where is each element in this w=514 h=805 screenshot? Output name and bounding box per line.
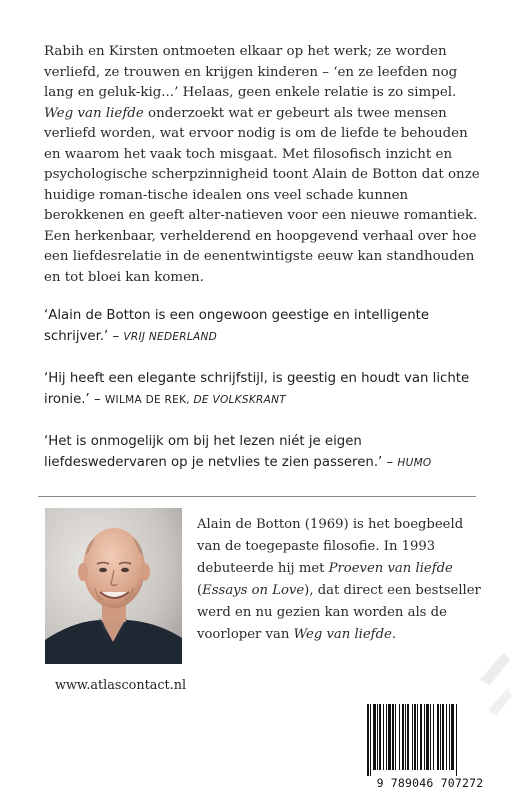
barcode-bar [451, 704, 454, 770]
watermark-fade [470, 640, 514, 800]
author-bio: Alain de Botton (1969) is het boegbeeld van de toegepaste filosofie. In 1993 debuteerde hij met Proeven van liefde (Essays on Love), dat direct een bestseller werd en nu gezien kan worden als de voorloper van Weg van liefde. [197, 517, 481, 642]
barcode-bar [433, 704, 434, 770]
barcode-bar [414, 704, 416, 770]
barcode-bar [449, 704, 450, 770]
barcode-bar [373, 704, 376, 770]
blurb-paragraph-2-text: onderzoekt wat er gebeurt als twee mensen verliefd worden, wat ervoor nodig is om de liefde te behouden en waarom het vaak toch misgaat. Met filosofisch inzicht en psychologische scherpzinnigheid toont Alain de Botton dat onze huidige roman-tische idealen ons veel schade kunnen berokkenen en geeft alter-natieven voor een nieuwe romantiek. [44, 105, 480, 223]
publisher-website[interactable]: www.atlascontact.nl [55, 678, 187, 693]
barcode-bar [405, 704, 406, 770]
barcode-bar [367, 704, 369, 776]
bio-title-2: Essays on Love [202, 583, 305, 598]
barcode-bar [456, 704, 457, 776]
press-quote-3 [44, 431, 484, 474]
barcode-bar [370, 704, 371, 776]
barcode-bar [412, 704, 413, 770]
barcode-bar [437, 704, 439, 770]
author-photo [45, 508, 182, 664]
quote-text: ‘Het is onmogelijk om bij het lezen niét je eigen liefdeswedervaren op je netvlies te zien passeren.’ – [44, 434, 398, 470]
barcode-bar [430, 704, 431, 770]
press-quotes [44, 305, 484, 494]
barcode-bar [395, 704, 396, 770]
barcode-bar [446, 704, 447, 770]
quote-text: ‘Alain de Botton is een ongewoon geestige en intelligente schrijver.’ – [44, 308, 430, 344]
barcode-bar [386, 704, 387, 770]
barcode-bar [424, 704, 425, 770]
book-title: Weg van liefde [44, 105, 144, 121]
barcode-bar [417, 704, 418, 770]
quote-source: WILMA DE REK, DE VOLKSKRANT [104, 394, 286, 406]
barcode-bar [442, 704, 444, 770]
barcode-bar [392, 704, 394, 770]
barcode-bar [388, 704, 391, 770]
divider-top [38, 496, 476, 497]
quote-source: HUMO [397, 457, 432, 469]
blurb-paragraph-2 [44, 104, 480, 227]
barcode-bar [402, 704, 404, 770]
barcode-bar [379, 704, 381, 770]
barcode-bar [426, 704, 429, 770]
barcode-bar [440, 704, 441, 770]
isbn-number: 9 789046 707272 [376, 776, 484, 790]
barcode-bar [399, 704, 400, 770]
quote-text: ‘Hij heeft een elegante schrijfstijl, is geestig en houdt van lichte ironie.’ – [44, 371, 470, 407]
press-quote-2 [44, 368, 484, 411]
blurb-paragraph-3: Een herkenbaar, verhelderend en hoopgevend verhaal over hoe een liefdesrelatie in de eenentwintigste eeuw kan standhouden en tot bloei kan komen. [44, 228, 477, 285]
press-quote-1 [44, 305, 484, 348]
barcode-bar [383, 704, 384, 770]
barcode-bar [377, 704, 378, 770]
blurb [44, 42, 480, 288]
quote-source: VRIJ NEDERLAND [123, 331, 218, 343]
blurb-paragraph-1: Rabih en Kirsten ontmoeten elkaar op het werk; ze worden verliefd, ze trouwen en krijgen kinderen – ‘en ze leefden nog lang en geluk-kig...’ Helaas, geen enkele relatie is zo simpel. [44, 44, 458, 100]
bio-title-3: Weg van liefde [293, 627, 392, 642]
barcode-bar [420, 704, 422, 770]
barcode-bar [407, 704, 409, 770]
bio-title-1: Proeven van liefde [328, 561, 453, 576]
